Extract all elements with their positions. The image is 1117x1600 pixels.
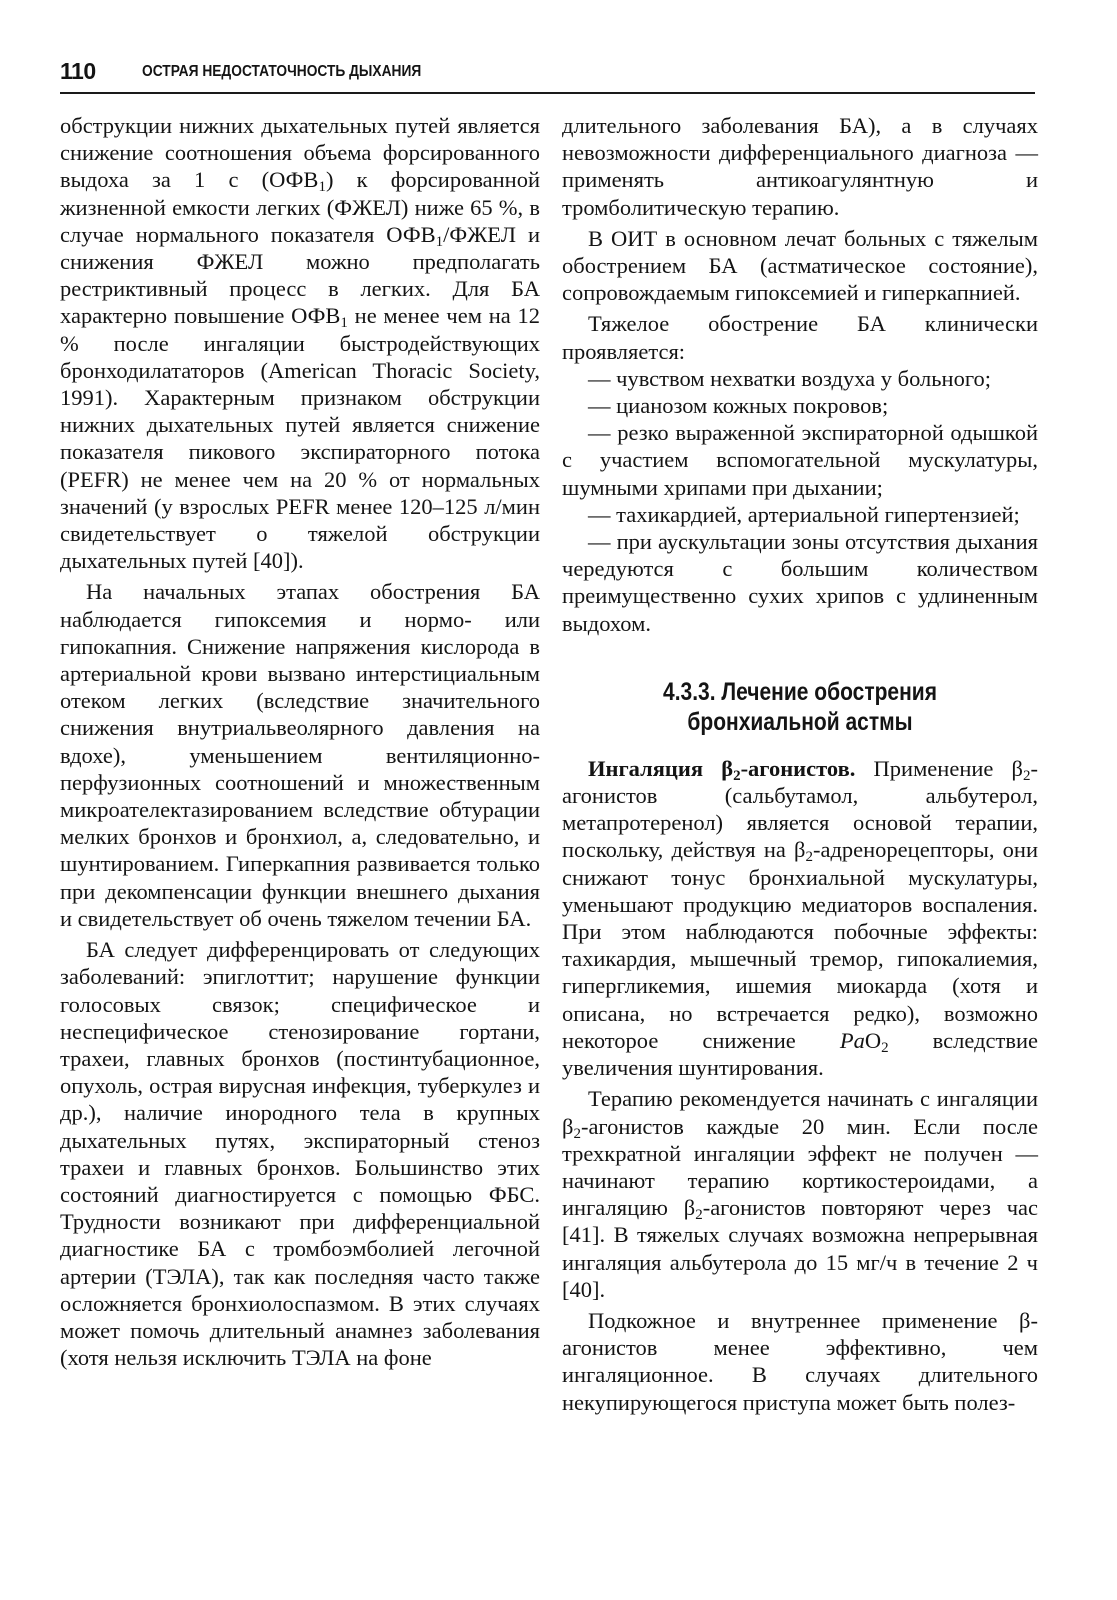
list-item: — резко выраженной экспираторной одышкой с участием вспомогательной мускулатуры, шумными хрипами при дыхании; [562,420,1038,500]
paragraph-continuation: длительного заболевания БА), а в случаях невозможности дифференциального диагноза — применять антикоагулянтную и тромболитическую терапию. [562,113,1038,220]
running-head: ОСТРАЯ НЕДОСТАТОЧНОСТЬ ДЫХАНИЯ [142,63,422,80]
paragraph-spirometry: обструкции нижних дыхательных путей является снижение соотношения объема форсированного выдоха за 1 с $(ОФВ_1)$ к форсированной жизненной емкости легких (ФЖЕЛ) ниже 65 %, в случае нормального показателя $ОФВ_1$/ФЖЕЛ и снижения ФЖЕЛ можно предполагать рестриктивный процесс в легких. Для БА характерно повышение $ОФВ_1$ не менее чем на 12 % после ингаляции быстродействующих бронходилататоров (American Thoracic Society, 1991). Характерным признаком обструкции нижних дыхательных путей является снижение показателя пикового экспираторного потока (PEFR) не менее чем на 20 % от нормальных значений (у взрослых PEFR менее 120–125 л/мин свидетельствует о тяжелой обструкции дыхательных путей [40]). [60,113,541,574]
page-header [60,58,1035,94]
paragraph-therapy-start: Терапию рекомендуется начинать с ингаляции $\beta_2$-агонистов каждые 20 мин. Если после трехкратной ингаляции эффект не получен — начинают терапию кортикостероидами, а ингаляцию $\beta_2$-агонистов повторяют через час [41]. В тяжелых случаях возможна непрерывная ингаляция альбутерола до 15 мг/ч в течение 2 ч [40]. [562,1086,1038,1302]
left-column [60,112,540,1371]
paragraph-subcutaneous: Подкожное и внутреннее применение β-агонистов менее эффективно, чем ингаляционное. В случаях длительного некупирующегося приступа может быть полез- [562,1307,1038,1415]
section-heading: 4.3.3. Лечение обострения бронхиальной астмы [663,677,937,736]
page-number: 110 [60,58,96,84]
run-in-heading: Ингаляция $\beta_2$-агонистов. [588,755,856,784]
paragraph-beta2-agonists: Ингаляция $\beta_2$-агонистов. Применение $\beta_2$-агонистов (сальбутамол, альбутерол, метапротеренол) является основой терапии, поскольку, действуя на $\beta_2$-адренорецепторы, они снижают тонус бронхиальной мускулатуры, уменьшают продукцию медиаторов воспаления. При этом наблюдаются побочные эффекты: тахикардия, мышечный тремор, гипокалиемия, гипергликемия, ишемия миокарда (хотя и описана, но встречается редко), возможно некоторое снижение PaO$_2$ вследствие увеличения шунтирования. [562,755,1039,1081]
list-item: — чувством нехватки воздуха у больного; [588,365,991,391]
list-item: — при аускультации зоны отсутствия дыхания чередуются с большим количеством преимущественно сухих хрипов с удлиненным выдохом. [562,529,1038,636]
paragraph-icu: В ОИТ в основном лечат больных с тяжелым обострением БА (астматическое состояние), сопровождаемым гипоксемией и гиперкапнией. [562,225,1038,306]
list-item: — тахикардией, артериальной гипертензией; [588,501,1020,527]
paragraph-hypoxemia: На начальных этапах обострения БА наблюдается гипоксемия и нормо- или гипокапния. Снижение напряжения кислорода в артериальной крови вызвано интерстициальным отеком легких (вследствие значительного снижения внутриальвеолярного давления на вдохе), уменьшением вентиляционно-перфузионных соотношений и множественным микроателектазированием вследствие обтурации мелких бронхов и бронхиол, а, следовательно, и шунтированием. Гиперкапния развивается только при декомпенсации функции внешнего дыхания и свидетельствует об очень тяжелом течении БА. [60,579,540,931]
right-column [562,112,1038,1416]
list-item: — цианозом кожных покровов; [588,393,889,419]
paragraph-severe-intro: Тяжелое обострение БА клинически проявляется: [562,311,1038,364]
paragraph-differential: БА следует дифференцировать от следующих заболеваний: эпиглоттит; нарушение функции голосовых связок; специфическое и неспецифическое стенозирование гортани, трахеи, главных бронхов (постинтубационное, опухоль, острая вирусная инфекция, туберкулез и др.), наличие инородного тела в крупных дыхательных путях, экспираторный стеноз трахеи и главных бронхов. Большинство этих состояний диагностируется с помощью ФБС. Трудности возникают при дифференциальной диагностике БА с тромбоэмболией легочной артерии (ТЭЛА), так как последняя часто также осложняется бронхиолоспазмом. В этих случаях может помочь длительный анамнез заболевания (хотя нельзя исключить ТЭЛА на фоне [60,937,540,1371]
